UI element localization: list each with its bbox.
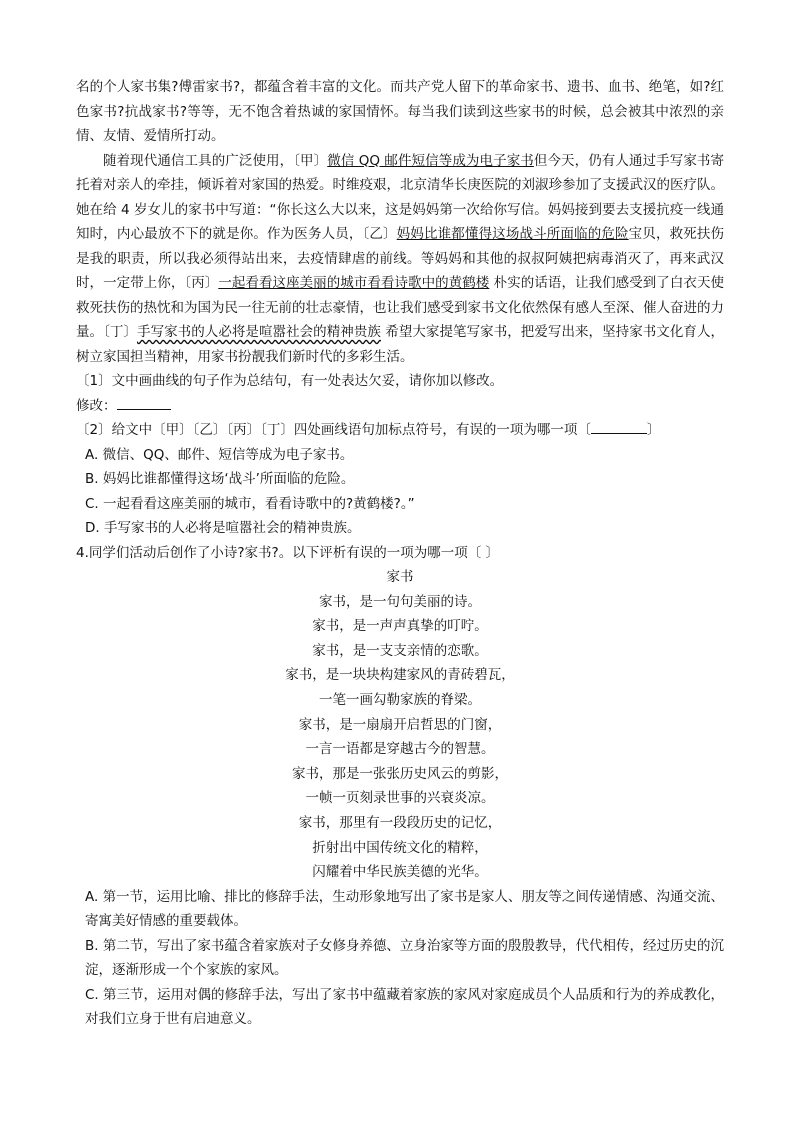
passage-text: 随着现代通信工具的广泛使用，〔甲〕: [103, 152, 328, 169]
wavy-underlined-sentence-ding: 手写家书的人必将是喧嚣社会的精神贵族: [137, 324, 381, 340]
question-2-bracket: 〕: [646, 422, 661, 438]
underlined-sentence-yi: 妈妈比谁都懂得这场战斗所面临的危险: [396, 226, 629, 242]
question-4-option-a: A. 第一节，运用比喻、排比的修辞手法，生动形象地写出了家书是家人、朋友等之间传递情感、沟通交流、寄寓美好情感的重要载体。: [85, 888, 724, 930]
poem-line: 折射出中国传统文化的精粹，: [312, 839, 488, 856]
poem-line: 一言一语都是穿越古今的智慧。: [305, 741, 495, 758]
question-2-text: 〔2〕给文中〔甲〕〔乙〕〔丙〕〔丁〕四处画线语句加标点符号，有误的一项为哪一项〔: [76, 422, 591, 438]
underlined-sentence-jia: 微信 QQ 邮件短信等成为电子家书: [327, 152, 534, 169]
question-1-answer-line: [76, 394, 724, 419]
passage-text: 希望大家提笔写家书，把爱写出来，坚持家书文化育人，树立家国担当精神，用家书扮靓我们新时代的多彩生活。: [76, 324, 725, 365]
question-2-option-b: B. 妈妈比谁都懂得这场‘战斗’所面临的危险。: [85, 471, 355, 487]
answer-blank[interactable]: [591, 419, 647, 434]
poem-line: 家书，是一块块构建家风的青砖碧瓦，: [285, 667, 515, 684]
passage-text: 朴实的话语，让我们感受到了白衣天使救死扶伤的热忱和为国为民一往无前的壮志豪情，也让我们感受到家书文化依然保有感人至深、催人奋进的力量。〔丁〕: [76, 275, 725, 340]
poem-line: 闪耀着中华民族美德的光华。: [312, 864, 488, 881]
poem-line: 家书，那是一张张历史风云的剪影，: [292, 765, 508, 782]
poem-line: 家书，那里有一段段历史的记忆，: [298, 814, 502, 831]
question-1-stem: 〔1〕文中画曲线的句子作为总结句，有一处表达欠妥，请你加以修改。: [76, 373, 504, 389]
answer-blank[interactable]: [117, 395, 171, 410]
passage-paragraph-1: 名的个人家书集?傅雷家书?，都蕴含着丰富的文化。而共产党人留下的革命家书、遗书、血书、绝笔，如?红色家书?抗战家书?等等，无不饱含着热诚的家国情怀。每当我们读到这些家书的时候，总会被其中浓烈的亲情、友情、爱情所打动。: [76, 79, 724, 144]
passage-text: 宝贝，救死扶伤是我的职责，所以我必须得站出来，去疫情肆虐的前线。等妈妈和其他的叔叔阿姨把病毒消灭了，再来武汉时，一定带上你，〔丙〕: [76, 226, 725, 291]
document-content: [76, 75, 724, 1032]
poem-line: 家书，是一扇扇开启哲思的门窗，: [298, 716, 502, 733]
passage-text: 但今天，仍有人通过手写家书寄托着对亲人的牵挂，倾诉着对家国的热爱。时维疫艰，北京清华长庚医院的刘淑珍参加了支援武汉的医疗队。她在给 4 岁女儿的家书中写道：“你长这么大以来，这是妈妈第一次给你写信。妈妈接到要去支援抗疫一线通知时，内心最放不下的就是你。作为医务人员，〔乙〕: [76, 152, 725, 242]
poem-line: 家书，是一支支亲情的恋歌。: [312, 642, 488, 659]
question-2-stem: [76, 418, 724, 443]
poem-title: 家书: [386, 569, 414, 585]
question-4-stem: 4.同学们活动后创作了小诗?家书?。以下评析有误的一项为哪一项〔 〕: [76, 544, 500, 561]
question-4-option-c: C. 第三节，运用对偶的修辞手法，写出了家书中蕴藏着家族的家风对家庭成员个人品质和行为的养成教化，对我们立身于世有启迪意义。: [85, 986, 725, 1028]
answer-label: 修改：: [76, 397, 117, 414]
poem-line: 家书，是一声声真挚的叮咛。: [312, 618, 488, 635]
question-2-option-a: A. 微信、QQ、邮件、短信等成为电子家书。: [85, 446, 354, 463]
question-4-option-b: B. 第二节，写出了家书蕴含着家族对子女修身养德、立身治家等方面的殷殷教导，代代相传，经过历史的沉淀，逐渐形成一个个家族的家风。: [85, 937, 724, 979]
underlined-sentence-bing: 一起看看这座美丽的城市看看诗歌中的黄鹤楼: [218, 275, 490, 291]
question-2-option-c: C. 一起看看这座美丽的城市，看看诗歌中的?黄鹤楼?。”: [85, 495, 415, 512]
poem-line: 家书，是一句句美丽的诗。: [319, 593, 481, 610]
poem: [76, 565, 724, 885]
poem-line: 一笔一画勾勒家族的脊梁。: [319, 691, 481, 708]
question-2-option-d: D. 手写家书的人必将是喧嚣社会的精神贵族。: [85, 520, 361, 536]
passage-paragraph-2: [76, 149, 724, 370]
poem-line: 一帧一页刻录世事的兴衰炎凉。: [305, 790, 495, 807]
